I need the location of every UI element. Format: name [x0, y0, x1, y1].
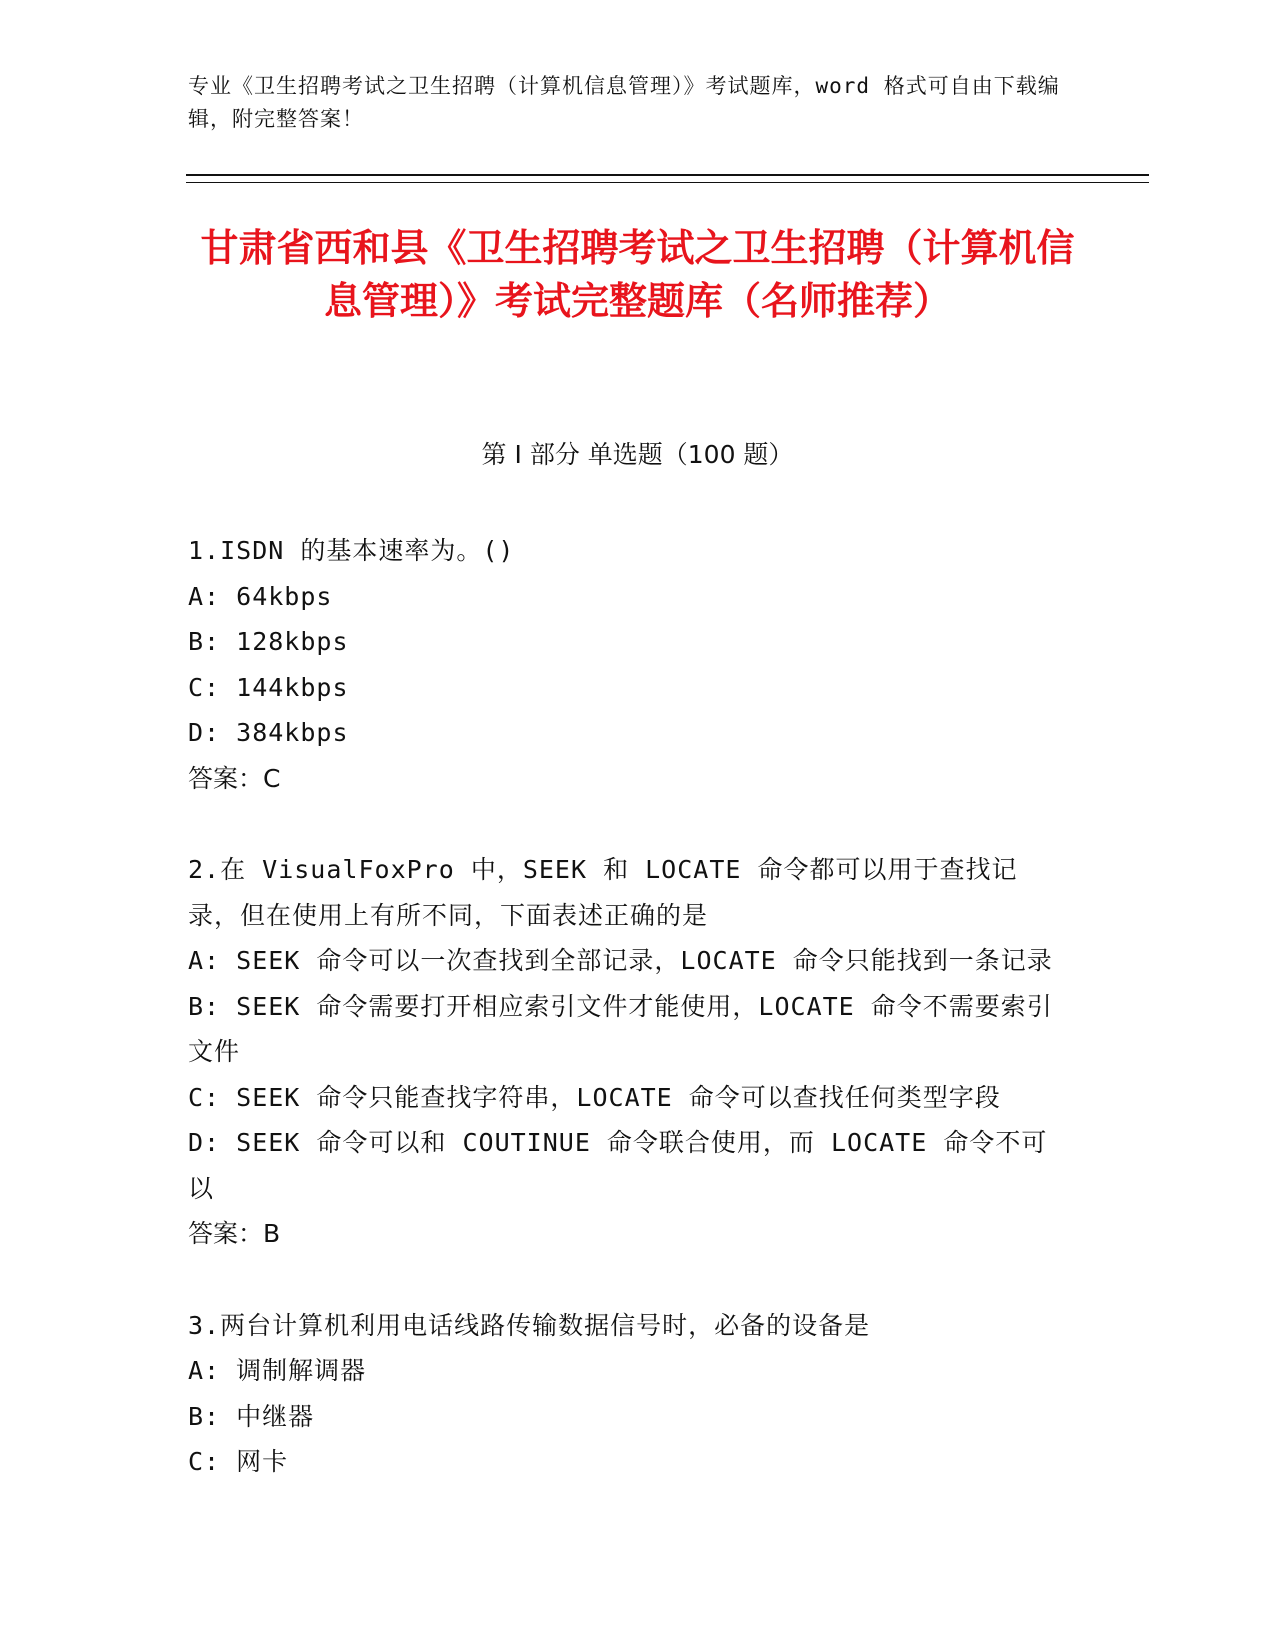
- answer-line: 答案：B: [188, 1219, 281, 1248]
- header-rule-thin: [186, 182, 1149, 183]
- question-stem: 1.ISDN 的基本速率为。(): [188, 536, 515, 565]
- option-d: D: SEEK 命令可以和 COUTINUE 命令联合使用，而 LOCATE 命令不可以: [188, 1128, 1048, 1203]
- question-1: [188, 528, 1068, 801]
- header-rule-thick: [186, 174, 1149, 176]
- option-b: B: 128kbps: [188, 627, 349, 656]
- option-c: C: 144kbps: [188, 672, 349, 702]
- answer-line: 答案：C: [188, 763, 281, 793]
- document-title: 甘肃省西和县《卫生招聘考试之卫生招聘（计算机信息管理）》考试完整题库（名师推荐）: [200, 226, 1075, 323]
- option-a: A: 64kbps: [188, 581, 333, 611]
- question-3: [188, 1303, 1068, 1485]
- option-c: C: SEEK 命令只能查找字符串，LOCATE 命令可以查找任何类型字段: [188, 1082, 1001, 1112]
- section-title: 第 I 部分 单选题（100 题）: [481, 440, 794, 469]
- option-a: A: 调制解调器: [188, 1356, 367, 1385]
- question-stem: 3.两台计算机利用电话线路传输数据信号时，必备的设备是: [188, 1310, 871, 1340]
- question-2: [188, 847, 1068, 1257]
- header-note: 专业《卫生招聘考试之卫生招聘（计算机信息管理）》考试题库，word 格式可自由下载编辑，附完整答案！: [188, 74, 1060, 131]
- option-b: B: 中继器: [188, 1401, 315, 1431]
- option-d: D: 384kbps: [188, 718, 349, 747]
- option-c: C: 网卡: [188, 1447, 289, 1476]
- question-list: [188, 528, 1068, 1531]
- option-b: B: SEEK 命令需要打开相应索引文件才能使用，LOCATE 命令不需要索引文件: [188, 991, 1053, 1066]
- option-a: A: SEEK 命令可以一次查找到全部记录，LOCATE 命令只能找到一条记录: [188, 946, 1053, 975]
- question-stem: 2.在 VisualFoxPro 中，SEEK 和 LOCATE 命令都可以用于查找记录，但在使用上有所不同，下面表述正确的是: [188, 855, 1018, 930]
